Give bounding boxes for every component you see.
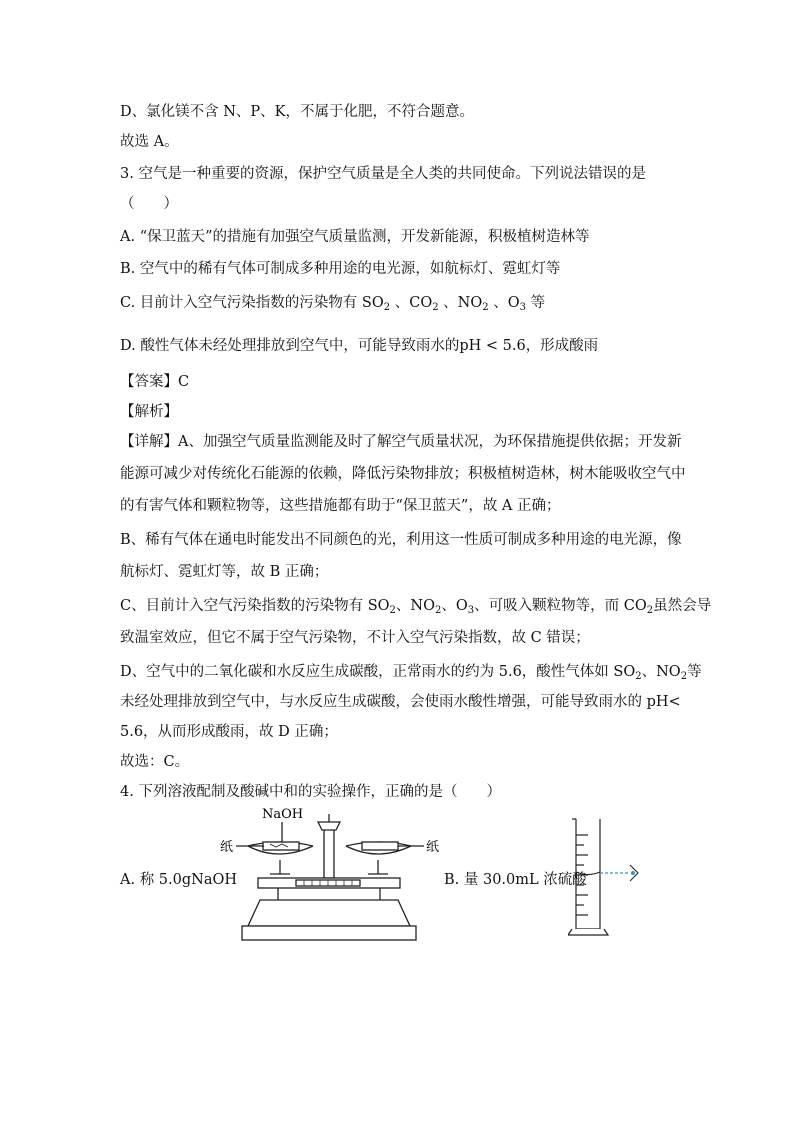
- paper-label-right: 纸: [426, 840, 440, 855]
- graduated-cylinder-figure: [568, 815, 648, 940]
- detail-line: 致温室效应，但它不属于空气污染物，不计入空气污染指数，故 C 错误；: [120, 630, 590, 646]
- detail-line: 的有害气体和颗粒物等，这些措施都有助于“保卫蓝天”，故 A 正确；: [120, 498, 561, 514]
- option-3a: A. “保卫蓝天”的措施有加强空气质量监测，开发新能源，积极植树造林等: [120, 229, 590, 245]
- detail-line: 5.6，从而形成酸雨，故 D 正确；: [120, 724, 338, 740]
- question-4-stem: 4. 下列溶液配制及酸碱中和的实验操作，正确的是（ ）: [120, 784, 501, 800]
- detail-line: C、目前计入空气污染指数的污染物有 $SO_2$、$NO_2$、$O_3$、可吸入颗粒物等，而 $CO_2$虽然会导: [120, 598, 712, 616]
- text-line: 故选 A。: [120, 134, 179, 150]
- text-line: D、氯化镁不含 N、P、K，不属于化肥，不符合题意。: [120, 104, 475, 120]
- detail-line: D、空气中的二氧化碳和水反应生成碳酸，正常雨水的约为 5.6，酸性气体如 $SO_2$、$NO_2$等: [120, 664, 702, 682]
- detail-line: B、稀有气体在通电时能发出不同颜色的光，利用这一性质可制成多种用途的电光源，像: [120, 532, 682, 548]
- option-3b: B. 空气中的稀有气体可制成多种用途的电光源，如航标灯、霓虹灯等: [120, 261, 561, 277]
- analysis-label: 【解析】: [120, 404, 178, 420]
- detail-line: 【详解】A、加强空气质量监测能及时了解空气质量状况，为环保措施提供依据；开发新: [120, 434, 682, 450]
- option-4a-label: A. 称 5.0gNaOH: [120, 872, 238, 888]
- option-3c: C. 目前计入空气污染指数的污染物有 $SO_2$ 、$CO_2$ 、$NO_2$ 、$O_3$ 等: [120, 295, 546, 313]
- detail-line: 未经处理排放到空气中，与水反应生成碳酸，会使雨水酸性增强，可能导致雨水的 pH<: [120, 694, 681, 710]
- naoh-label: NaOH: [262, 807, 304, 822]
- detail-line: 能源可减少对传统化石能源的依赖，降低污染物排放；积极植树造林，树木能吸收空气中: [120, 466, 686, 482]
- option-4b-label: B. 量 30.0mL 浓硫酸: [444, 872, 587, 888]
- detail-line: 航标灯、霓虹灯等，故 B 正确；: [120, 564, 329, 580]
- option-3d: D. 酸性气体未经处理排放到空气中，可能导致雨水的pH < 5.6，形成酸雨: [120, 338, 599, 354]
- answer-label: 【答案】C: [120, 374, 190, 390]
- paper-label-left: 纸: [220, 840, 234, 855]
- question-3-stem: 3. 空气是一种重要的资源，保护空气质量是全人类的共同使命。下列说法错误的是: [120, 166, 646, 182]
- balance-figure: [218, 802, 448, 948]
- question-3-paren: （ ）: [120, 196, 178, 212]
- select-line: 故选：C。: [120, 754, 190, 770]
